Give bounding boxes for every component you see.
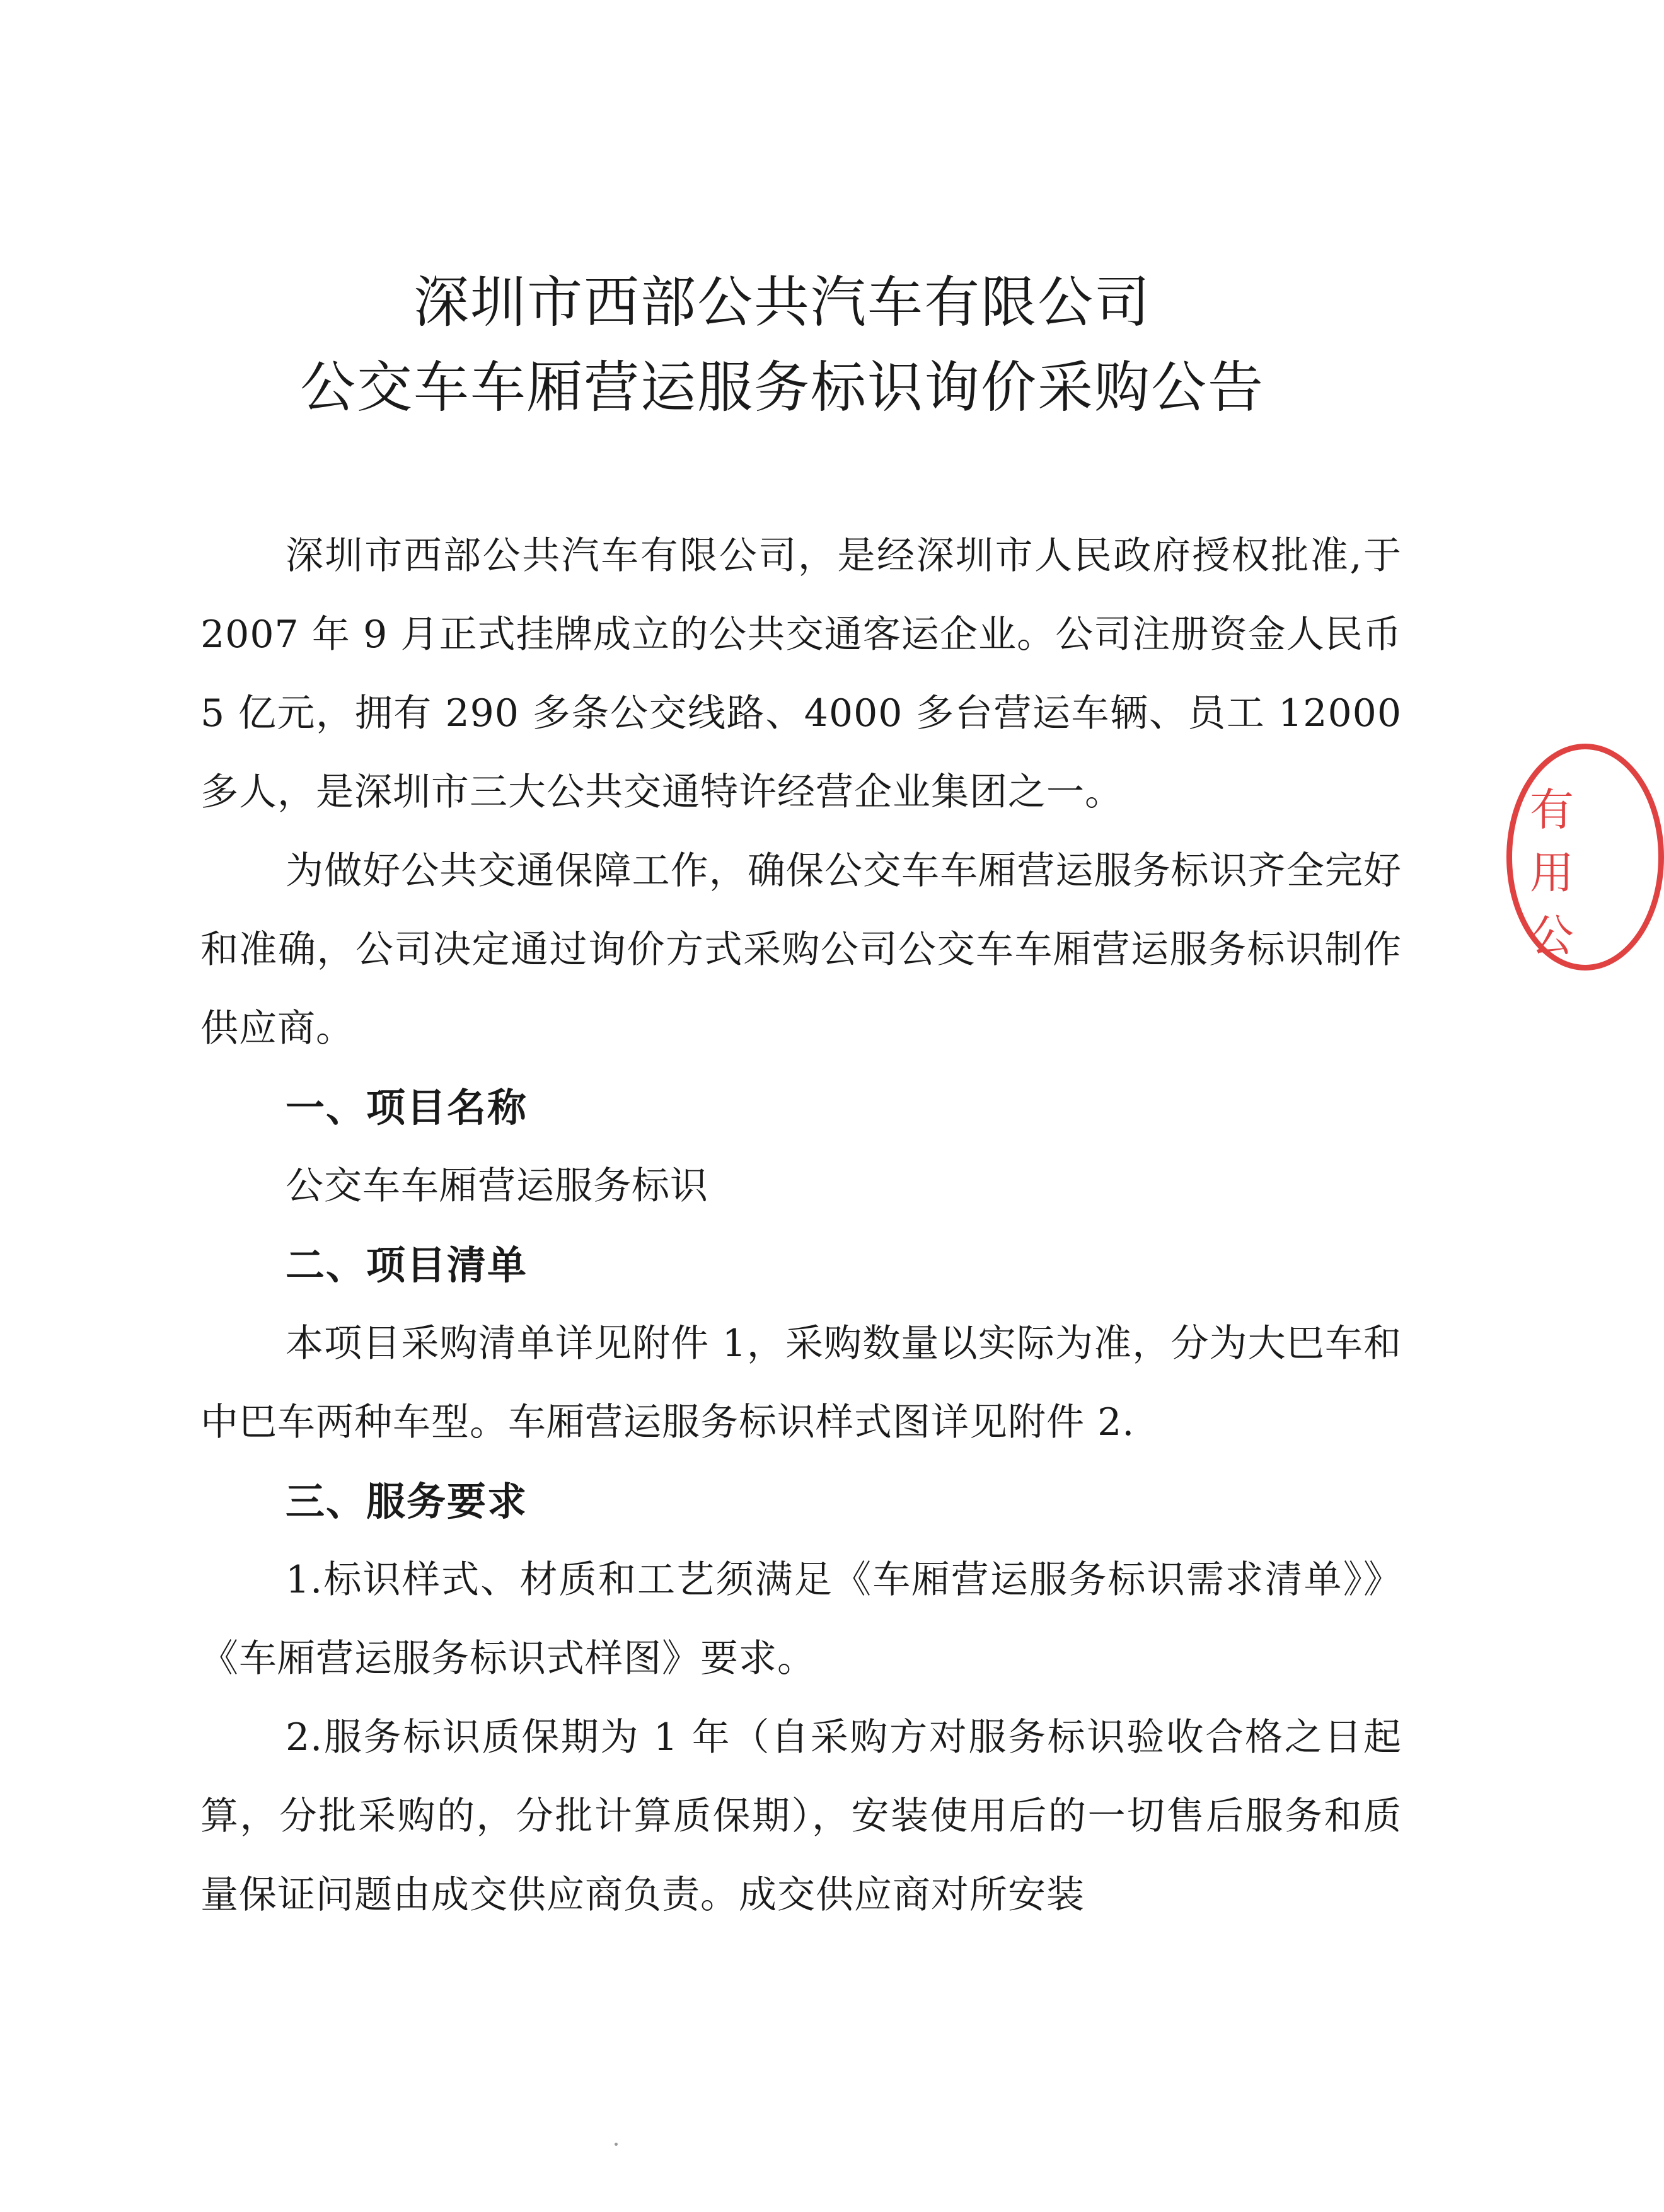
purpose-paragraph: 为做好公共交通保障工作，确保公交车车厢营运服务标识齐全完好和准确，公司决定通过询价方式采购公司公交车车厢营运服务标识制作供应商。: [200, 849, 1402, 1051]
requirement-item-2: 2.服务标识质保期为 1 年（自采购方对服务标识验收合格之日起算，分批采购的，分批计算质保期），安装使用后的一切售后服务和质量保证问题由成交供应商负责。成交供应商对所安装: [200, 1715, 1402, 1917]
document-body: [200, 517, 1402, 1935]
seal-char: 有: [1530, 784, 1574, 836]
seal-char: 公: [1530, 910, 1574, 962]
company-seal-stamp: [1506, 744, 1664, 971]
seal-char: 用: [1530, 847, 1574, 899]
section-heading-service-requirements: 三、服务要求: [286, 1478, 528, 1524]
title-line-1: 深圳市西部公共汽车有限公司: [413, 270, 1151, 335]
project-list-text: 本项目采购清单详见附件 1，采购数量以实际为准，分为大巴车和中巴车两种车型。车厢营运服务标识样式图详见附件 2.: [200, 1322, 1402, 1444]
title-line-2: 公交车车厢营运服务标识询价采购公告: [299, 355, 1264, 420]
intro-paragraph: 深圳市西部公共汽车有限公司，是经深圳市人民政府授权批准,于 2007 年 9 月正式挂牌成立的公共交通客运企业。公司注册资金人民币 5 亿元，拥有 290 多条公交线路、4000 多台营运车辆、员工 12000 多人，是深圳市三大公共交通特许经营企业集团之一。: [200, 534, 1402, 814]
requirement-item-1: 1.标识样式、材质和工艺须满足《车厢营运服务标识需求清单》》《车厢营运服务标识式样图》要求。: [200, 1558, 1402, 1681]
project-name-text: 公交车车厢营运服务标识: [286, 1164, 708, 1208]
section-heading-project-name: 一、项目名称: [286, 1085, 528, 1131]
scan-speck: [615, 2143, 618, 2146]
section-heading-project-list: 二、项目清单: [286, 1242, 528, 1288]
